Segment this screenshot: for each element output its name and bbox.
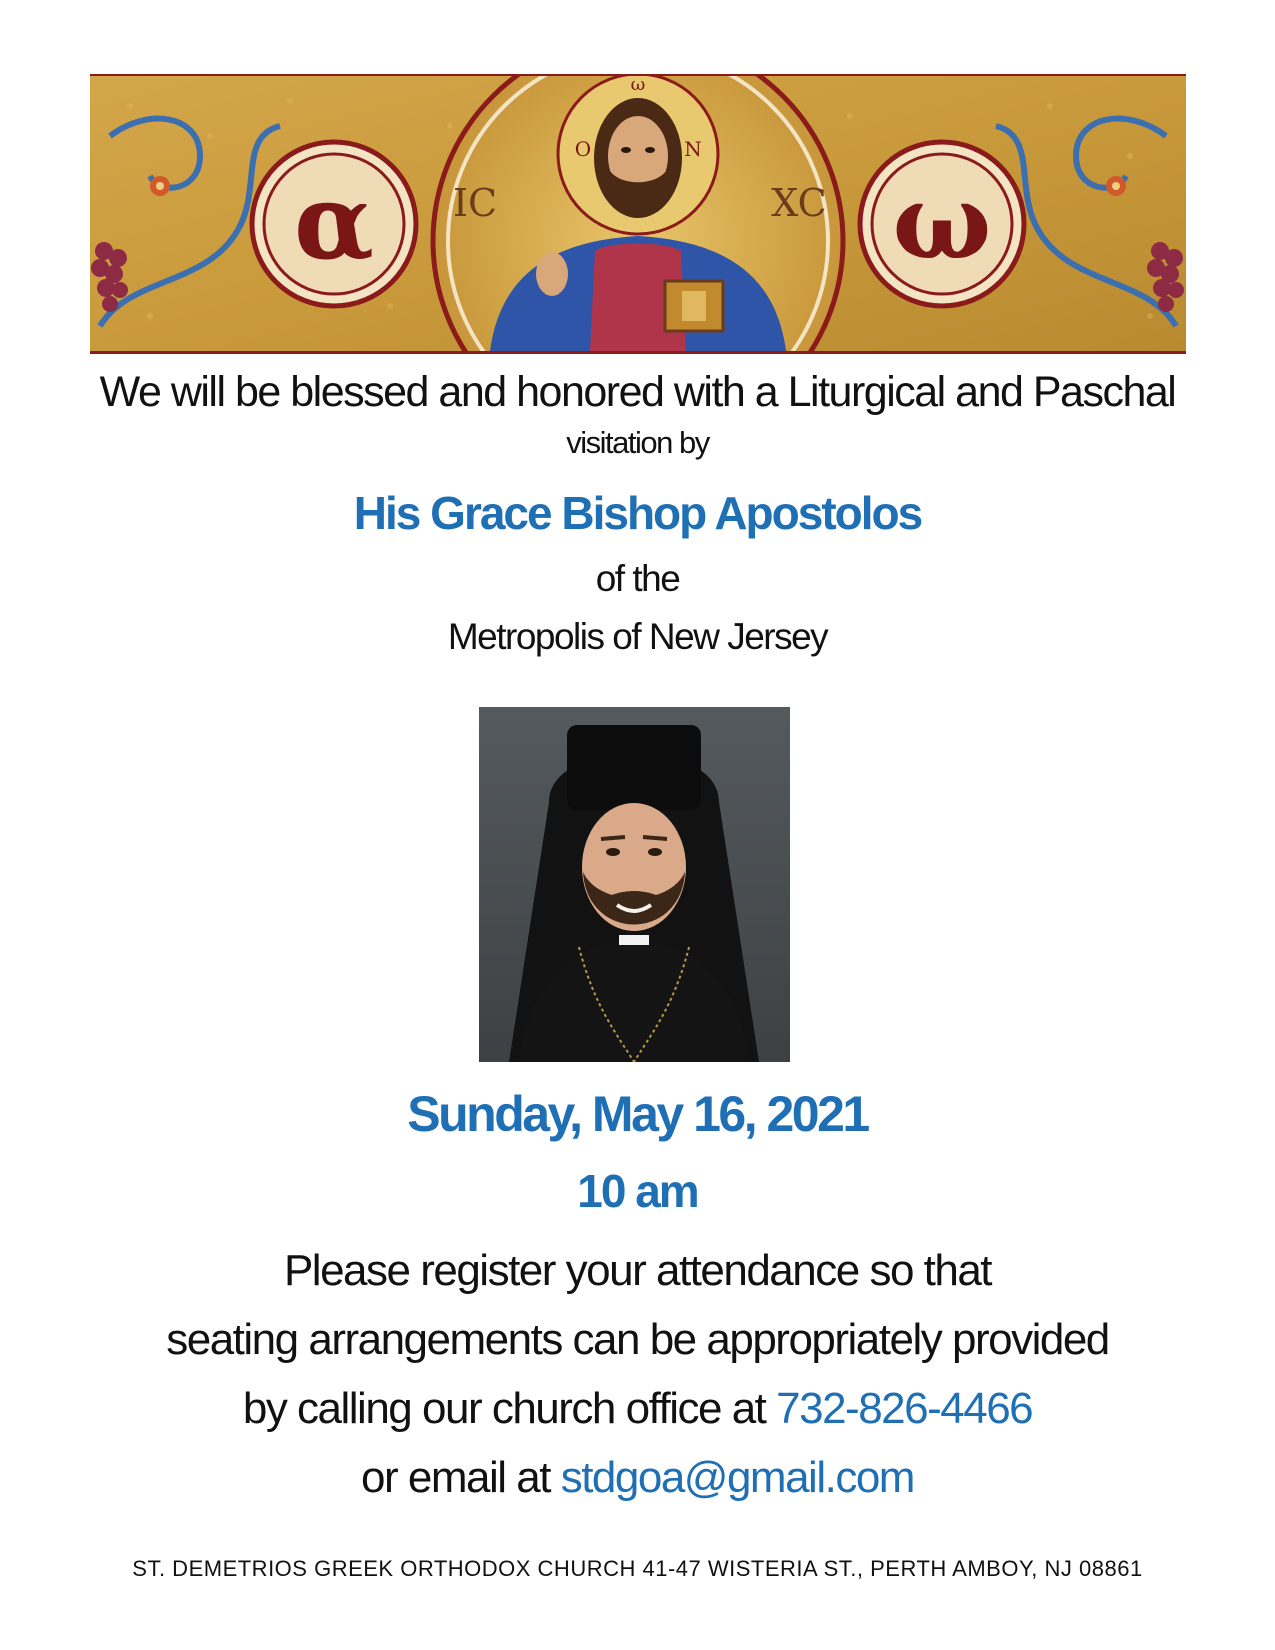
halo-right-letter: N	[684, 137, 702, 161]
guest-metropolis: Metropolis of New Jersey	[447, 616, 828, 657]
intro-line-1: We will be blessed and honored with a Liturgical and Paschal	[99, 368, 1176, 416]
email-link[interactable]: stdgoa@gmail.com	[560, 1453, 914, 1502]
alpha-glyph: α	[293, 160, 375, 283]
guest-name: His Grace Bishop Apostolos	[353, 487, 922, 539]
event-date: Sunday, May 16, 2021	[407, 1086, 868, 1142]
alpha-medallion	[252, 142, 416, 306]
intro-line-2: visitation by	[566, 425, 709, 460]
footer-address: ST. DEMETRIOS GREEK ORTHODOX CHURCH 41-47 WISTERIA ST., PERTH AMBOY, NJ 08861	[132, 1556, 1143, 1581]
guest-of-the: of the	[595, 558, 680, 599]
registration-line-3	[0, 1384, 1275, 1434]
registration-line-4	[0, 1453, 1275, 1503]
left-monogram: IC	[452, 181, 498, 225]
christ-pantocrator-mosaic	[90, 76, 1186, 351]
omega-medallion	[860, 142, 1024, 306]
right-flower-icon	[1106, 176, 1126, 196]
event-time: 10 am	[577, 1165, 698, 1217]
christ-medallion	[433, 76, 843, 351]
halo-top-letter: ω	[630, 76, 646, 95]
left-flower-icon	[150, 176, 170, 196]
registration-line-1: Please register your attendance so that	[283, 1246, 992, 1295]
mosaic-banner	[90, 74, 1186, 354]
registration-line-2: seating arrangements can be appropriately provided	[166, 1315, 1109, 1364]
phone-link[interactable]: 732-826-4466	[776, 1384, 1033, 1433]
bishop-photo	[479, 707, 790, 1062]
right-monogram: XC	[771, 181, 827, 225]
registration-line-4-prefix: or email at	[361, 1453, 561, 1502]
registration-line-3-prefix: by calling our church office at	[242, 1384, 777, 1433]
halo-left-letter: O	[574, 137, 592, 161]
omega-glyph: ω	[892, 160, 992, 283]
